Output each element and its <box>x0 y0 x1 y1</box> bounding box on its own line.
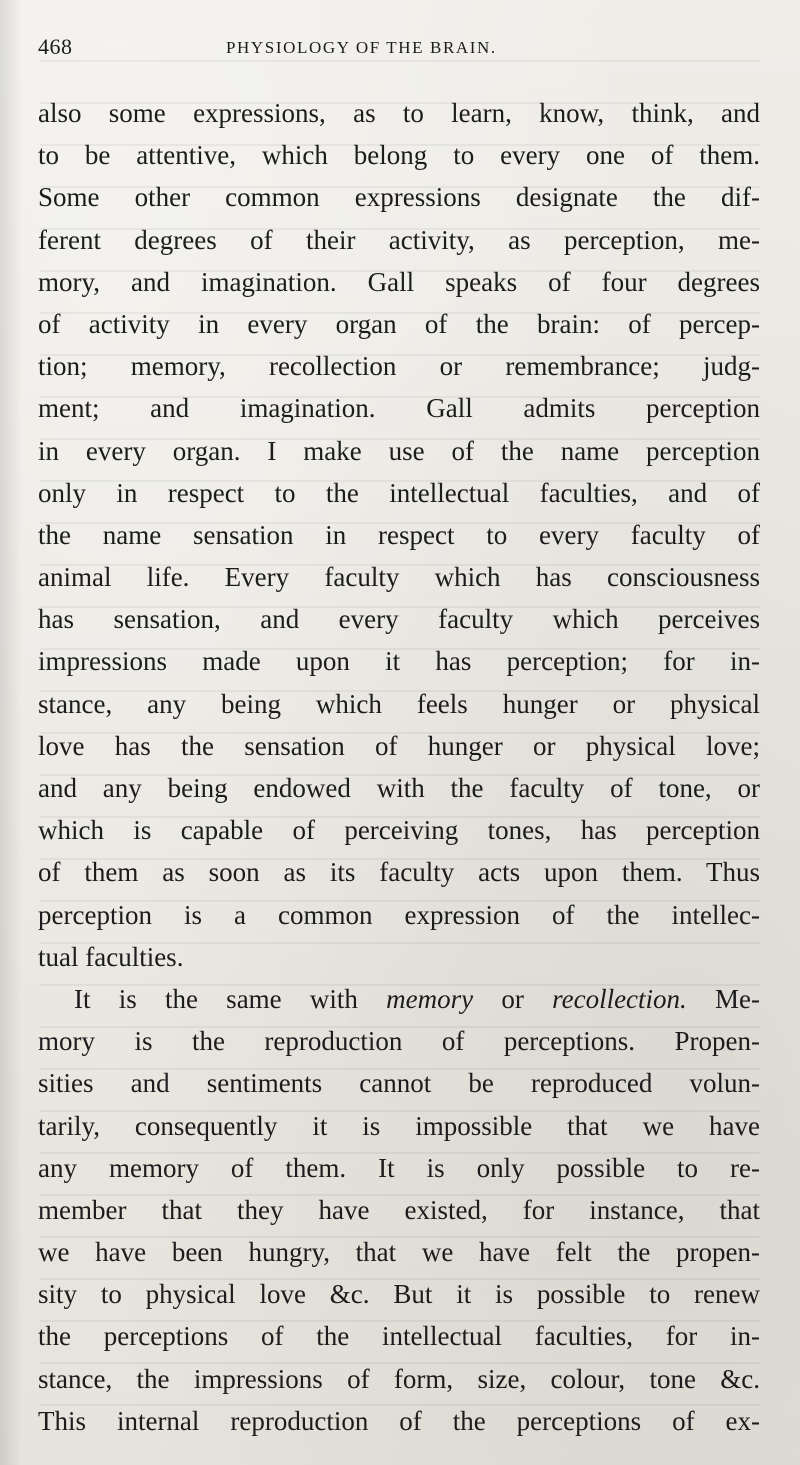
text-line: only in respect to the intellectual faculties, and of <box>38 477 760 508</box>
running-title: PHYSIOLOGY OF THE BRAIN. <box>226 38 497 57</box>
text-line: tarily, consequently it is impossible that we have <box>38 1110 760 1141</box>
text-line: impressions made upon it has perception; for in- <box>38 646 760 677</box>
text-segment: It is the same with <box>74 983 387 1014</box>
text-line: mory, and imagination. Gall speaks of four degrees <box>38 266 760 297</box>
text-line: animal life. Every faculty which has consciousness <box>38 562 760 593</box>
text-line: ment; and imagination. Gall admits perception <box>38 393 760 424</box>
text-line: stance, the impressions of form, size, colour, tone &c. <box>38 1363 760 1394</box>
italic-term-recollection: recollection. <box>552 983 687 1014</box>
italic-term-memory: memory <box>386 983 474 1014</box>
text-line: which is capable of perceiving tones, has perception <box>38 815 760 846</box>
text-line: member that they have existed, for instance, that <box>38 1194 760 1225</box>
text-line: in every organ. I make use of the name perception <box>38 435 760 466</box>
text-line: of them as soon as its faculty acts upon them. Thus <box>38 857 760 888</box>
text-line: we have been hungry, that we have felt the propen- <box>38 1237 760 1268</box>
text-line: stance, any being which feels hunger or physical <box>38 688 760 719</box>
text-segment: or <box>473 983 553 1014</box>
text-line: tual faculties. <box>38 941 184 972</box>
text-line: sities and sentiments cannot be reproduced volun- <box>38 1068 760 1099</box>
text-line: also some expressions, as to learn, know, think, and <box>38 98 760 128</box>
text-line: This internal reproduction of the perceptions of ex- <box>38 1405 760 1436</box>
text-line: the name sensation in respect to every faculty of <box>38 519 760 550</box>
text-line: perception is a common expression of the intellec- <box>38 899 760 930</box>
page-number: 468 <box>38 34 73 59</box>
spine-shadow <box>0 0 22 1465</box>
text-line: ferent degrees of their activity, as perception, me- <box>38 224 760 255</box>
text-line: to be attentive, which belong to every one of them. <box>38 140 760 171</box>
body-text <box>38 92 760 1442</box>
text-line: love has the sensation of hunger or physical love; <box>38 730 760 761</box>
text-line: mory is the reproduction of perceptions. Propen- <box>38 1026 760 1057</box>
text-line: any memory of them. It is only possible to re- <box>38 1152 760 1183</box>
text-line: tion; memory, recollection or remembrance; judg- <box>38 351 760 382</box>
paragraph-first-line <box>38 978 760 1020</box>
text-line: the perceptions of the intellectual faculties, for in- <box>38 1321 760 1352</box>
text-segment: Me- <box>686 983 760 1014</box>
page-header <box>38 34 760 64</box>
text-line: has sensation, and every faculty which perceives <box>38 604 760 635</box>
text-line: of activity in every organ of the brain: of percep- <box>38 308 760 339</box>
text-line: sity to physical love &c. But it is possible to renew <box>38 1279 760 1310</box>
text-line: and any being endowed with the faculty of tone, or <box>38 773 760 803</box>
text-line: Some other common expressions designate the dif- <box>38 182 760 213</box>
